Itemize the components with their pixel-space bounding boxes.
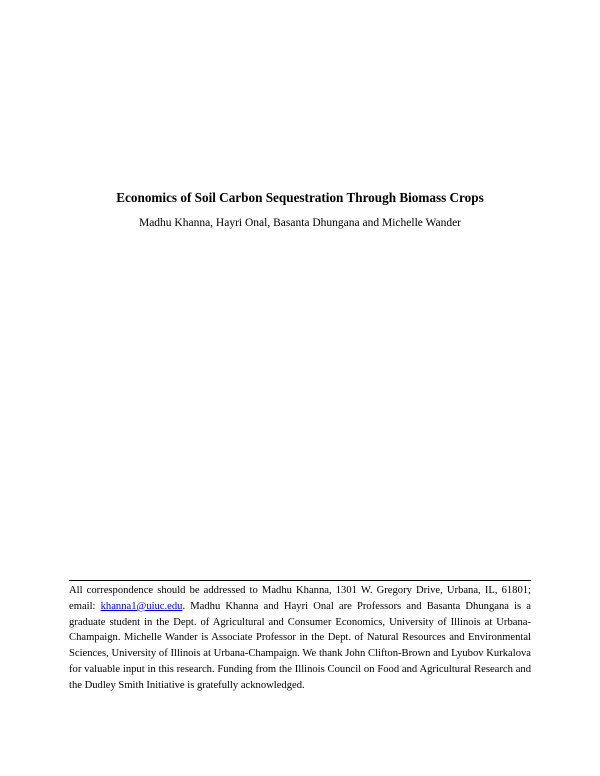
paper-title: Economics of Soil Carbon Sequestration Through Biomass Crops (116, 190, 484, 205)
author-list: Madhu Khanna, Hayri Onal, Basanta Dhungana and Michelle Wander (138, 217, 462, 229)
correspondence-footnote (69, 583, 531, 694)
email-link[interactable]: khanna1@uiuc.edu (100, 600, 183, 612)
footnote-divider (69, 580, 531, 581)
footnote-text-start: All correspondence should be addressed to Madhu Khanna, 1301 W. Gregory Drive, Urbana, IL, 61801; email: (69, 585, 531, 612)
footnote-text-end: . Madhu Khanna and Hayri Onal are Professors and Basanta Dhungana is a graduate student in the Dept. of Agricultural and Consumer Economics, University of Illinois at Urbana-Champaign. Michelle Wander is Associate Professor in the Dept. of Natural Resources and Environmental Sciences, University of Illinois at Urbana-Champaign. We thank John Clifton-Brown and Lyubov Kurkalova for valuable input in this research. Funding from the Illinois Council on Food and Agricultural Research and the Dudley Smith Initiative is gratefully acknowledged. (69, 600, 531, 691)
